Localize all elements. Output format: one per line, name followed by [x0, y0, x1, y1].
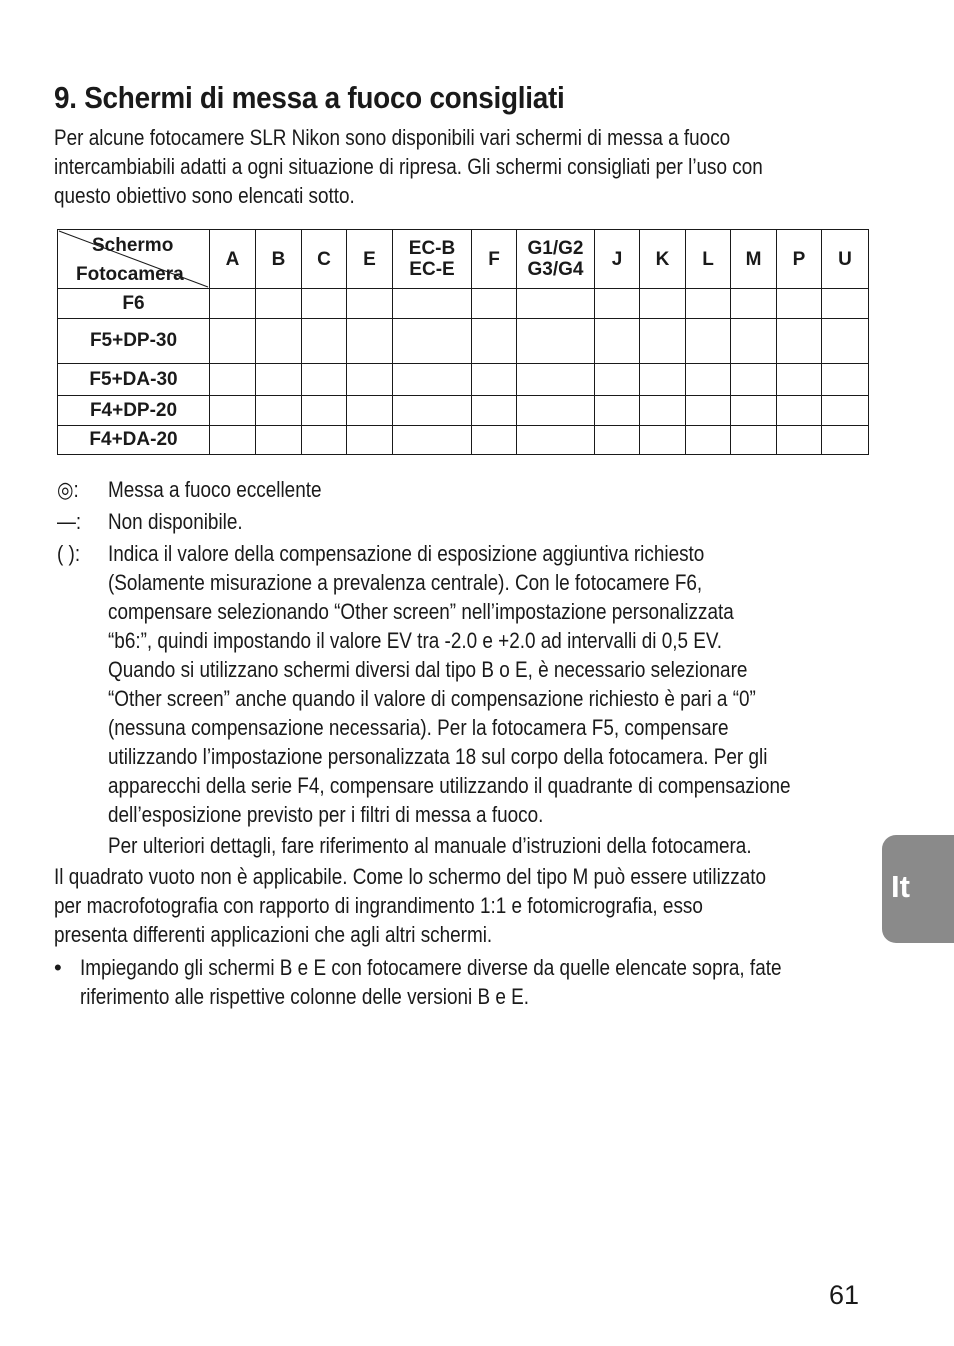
table-cell — [256, 319, 302, 364]
column-header: E — [347, 230, 393, 289]
table-cell — [517, 319, 595, 364]
note-line: presenta differenti applicazioni che agli altri schermi. — [54, 922, 493, 947]
table-cell — [256, 364, 302, 396]
table-cell — [731, 396, 777, 426]
table-cell — [302, 426, 347, 455]
table-cell — [640, 289, 686, 319]
bullet-icon: • — [54, 955, 62, 980]
table-cell — [686, 319, 731, 364]
section-heading: 9. Schermi di messa a fuoco consigliati — [54, 80, 565, 115]
table-cell — [210, 319, 256, 364]
table-cell — [640, 364, 686, 396]
table-cell — [210, 396, 256, 426]
language-tab-label: It — [891, 869, 910, 904]
table-cell — [393, 426, 472, 455]
table-cell — [302, 289, 347, 319]
table-row — [58, 289, 869, 319]
manual-page: 9. Schermi di messa a fuoco consigliati Per alcune fotocamere SLR Nikon sono disponibili vari schermi di messa a fuoco intercambiabili adatti a ogni situazione di ripresa. Gli schermi consigliati per l’uso con questo obiettivo sono elencati sotto. Schermo Fotocamera A B C E EC-B EC-E F G1/G2 G3/G4 J K L M P U F6 F5+DP-30 F5+DA-30 F4+DP-20 F4+DA-20 ◎: Messa a fuoco eccellente —: Non disponibile. ( ): Indica il valore della compensazione di esposizione aggiuntiva richiesto (Solamente misurazione a prevalenza centrale). Con le fotocamere F6, compensare selezionando “Other screen” nell’impostazione personalizzata “b6:”, quindi impostando il valore EV tra -2.0 e +2.0 ad intervalli di 0,5 EV. Quando si utilizzano schermi diversi dal tipo B o E, è necessario selezionare “Other screen” anche quando il valore di compensazione richiesto è pari a “0” (nessuna compensazione necessaria). Per la fotocamera F5, compensare utilizzando l’impostazione personalizzata 18 sul corpo della fotocamera. Per gli apparecchi della serie F4, compensare utilizzando il quadrante di compensazione dell’esposizione previsto per i filtri di messa a fuoco. Per ulteriori dettagli, fare riferimento al manuale d’istruzioni della fotocamera. Il quadrato vuoto non è applicabile. Come lo schermo del tipo M può essere utilizzato per macrofotografia con rapporto di ingrandimento 1:1 e fotomicrografia, esso presenta differenti applicazioni che agli altri schermi. • Impiegando gli schermi B e E con fotocamere diverse da quelle elencate sopra, fate riferimento alle rispettive colonne delle versioni B e E. It 61 — [0, 0, 954, 1346]
table-cell — [640, 426, 686, 455]
column-header: B — [256, 230, 302, 289]
table-cell — [640, 319, 686, 364]
bullet-line: riferimento alle rispettive colonne delle versioni B e E. — [80, 984, 530, 1009]
table-cell — [777, 319, 822, 364]
table-cell — [517, 426, 595, 455]
table-cell — [256, 426, 302, 455]
table-cell — [517, 364, 595, 396]
table-cell — [731, 426, 777, 455]
table-cell — [686, 364, 731, 396]
table-cell — [822, 396, 869, 426]
table-cell — [302, 396, 347, 426]
column-header: U — [822, 230, 869, 289]
table-cell — [595, 319, 640, 364]
column-header: G1/G2 G3/G4 — [517, 230, 595, 289]
table-cell — [347, 426, 393, 455]
note-paragraph — [54, 862, 954, 949]
intro-line: Per alcune fotocamere SLR Nikon sono disponibili vari schermi di messa a fuoco — [54, 125, 731, 150]
table-cell — [777, 289, 822, 319]
table-cell — [210, 426, 256, 455]
table-cell — [686, 396, 731, 426]
legend-text: Messa a fuoco eccellente — [108, 477, 322, 502]
not-available-icon: —: — [57, 509, 82, 534]
note-line: per macrofotografia con rapporto di ingrandimento 1:1 e fotomicrografia, esso — [54, 893, 703, 918]
column-header: C — [302, 230, 347, 289]
table-cell — [822, 289, 869, 319]
table-cell — [822, 319, 869, 364]
bullet-line: Impiegando gli schermi B e E con fotocamere diverse da quelle elencate sopra, fate — [80, 955, 782, 980]
corner-label-camera: Fotocamera — [76, 264, 184, 285]
table-cell — [822, 364, 869, 396]
column-header: F — [472, 230, 517, 289]
legend-text: Non disponibile. — [108, 509, 243, 534]
table-cell — [595, 289, 640, 319]
table-cell — [472, 289, 517, 319]
table-cell — [393, 396, 472, 426]
table-row — [58, 426, 869, 455]
language-tab — [882, 835, 954, 943]
row-label: F6 — [58, 289, 210, 319]
table-cell — [595, 426, 640, 455]
table-cell — [472, 396, 517, 426]
table-cell — [347, 289, 393, 319]
parentheses-symbol: ( ): — [57, 541, 81, 566]
table-cell — [393, 319, 472, 364]
table-cell — [731, 364, 777, 396]
table-cell — [777, 364, 822, 396]
table-cell — [822, 426, 869, 455]
legend-text: Indica il valore della compensazione di esposizione aggiuntiva richiesto — [108, 541, 705, 566]
table-cell — [472, 426, 517, 455]
page-number: 61 — [829, 1280, 860, 1310]
table-cell — [256, 396, 302, 426]
note-line: Il quadrato vuoto non è applicabile. Come lo schermo del tipo M può essere utilizzato — [54, 864, 767, 889]
table-header-row — [58, 230, 869, 289]
table-cell — [777, 396, 822, 426]
table-row — [58, 396, 869, 426]
table-cell — [686, 426, 731, 455]
table-cell — [393, 289, 472, 319]
column-header: L — [686, 230, 731, 289]
intro-paragraph — [54, 123, 954, 210]
excellent-focus-icon: ◎: — [57, 477, 79, 502]
column-header: EC-B EC-E — [393, 230, 472, 289]
column-header: K — [640, 230, 686, 289]
table-cell — [472, 364, 517, 396]
table-cell — [210, 364, 256, 396]
table-cell — [517, 289, 595, 319]
table-cell — [517, 396, 595, 426]
table-cell — [393, 364, 472, 396]
table-cell — [302, 364, 347, 396]
column-header: A — [210, 230, 256, 289]
intro-line: questo obiettivo sono elencati sotto. — [54, 183, 355, 208]
column-header: J — [595, 230, 640, 289]
corner-label-screen: Schermo — [92, 235, 174, 256]
table-cell — [595, 396, 640, 426]
table-cell — [595, 364, 640, 396]
table-cell — [472, 319, 517, 364]
table-cell — [686, 289, 731, 319]
table-cell — [731, 319, 777, 364]
focusing-screen-table — [57, 229, 869, 455]
table-cell — [347, 364, 393, 396]
table-cell — [347, 319, 393, 364]
row-label: F4+DA-20 — [58, 426, 210, 455]
row-label: F5+DP-30 — [58, 319, 210, 364]
table-cell — [210, 289, 256, 319]
table-cell — [640, 396, 686, 426]
row-label: F5+DA-30 — [58, 364, 210, 396]
table-row — [58, 364, 869, 396]
column-header: P — [777, 230, 822, 289]
table-cell — [777, 426, 822, 455]
table-cell — [731, 289, 777, 319]
table-cell — [302, 319, 347, 364]
intro-line: intercambiabili adatti a ogni situazione di ripresa. Gli schermi consigliati per l’uso con — [54, 154, 763, 179]
column-header: M — [731, 230, 777, 289]
table-cell — [256, 289, 302, 319]
table-row — [58, 319, 869, 364]
table-cell — [347, 396, 393, 426]
row-label: F4+DP-20 — [58, 396, 210, 426]
table-corner-cell — [58, 230, 210, 289]
